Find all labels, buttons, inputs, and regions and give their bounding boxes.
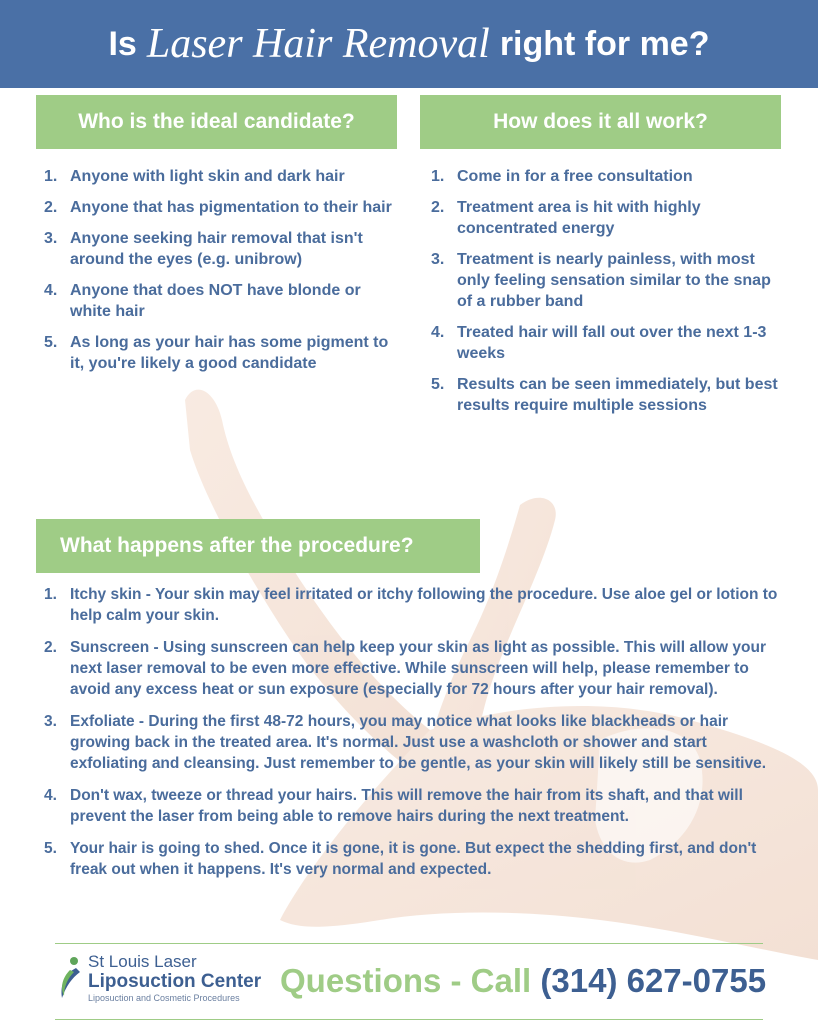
- list-item-text: Anyone that has pigmentation to their hair: [70, 199, 392, 216]
- phone-number[interactable]: (314) 627-0755: [540, 962, 767, 999]
- list-item-number: 2.: [44, 199, 58, 216]
- list-item-text: As long as your hair has some pigment to it, you're likely a good candidate: [70, 334, 389, 372]
- list-item: [44, 711, 780, 774]
- list-item: [44, 637, 780, 700]
- list-item-text: Anyone that does NOT have blonde or white hair: [70, 282, 361, 320]
- candidate-section-title: Who is the ideal candidate?: [36, 95, 397, 149]
- header-title-suffix: right for me?: [499, 24, 710, 63]
- list-item-number: 3.: [44, 713, 57, 730]
- list-item: [431, 374, 781, 416]
- list-item-text: Exfoliate - During the first 48-72 hours, you may notice what looks like blackheads or hair growing back in the treated area. It's normal. Just use a washcloth or shower and start exfoliating and cleansing. Just remember to be gentle, as your skin will likely still be sensitive.: [70, 713, 767, 772]
- list-item-number: 2.: [431, 199, 445, 216]
- list-item: [44, 228, 394, 270]
- list-item-number: 5.: [431, 376, 445, 393]
- list-item-text: Anyone seeking hair removal that isn't around the eyes (e.g. unibrow): [70, 230, 363, 268]
- list-item: [44, 280, 394, 322]
- list-item-text: Treated hair will fall out over the next 1-3 weeks: [457, 324, 767, 362]
- clinic-logo: [56, 952, 271, 1007]
- list-item-number: 2.: [44, 639, 57, 656]
- list-item-number: 1.: [431, 168, 445, 185]
- list-item-number: 4.: [44, 787, 57, 804]
- list-item-text: Don't wax, tweeze or thread your hairs. This will remove the hair from its shaft, and that will prevent the laser from being able to remove hairs during the next treatment.: [70, 787, 743, 825]
- logo-tagline: Liposuction and Cosmetic Procedures: [88, 993, 240, 1003]
- how-section-title: How does it all work?: [420, 95, 781, 149]
- list-item-number: 1.: [44, 586, 57, 603]
- list-item: [431, 249, 781, 312]
- call-to-action: [280, 962, 766, 1000]
- candidate-list: [44, 166, 394, 384]
- logo-line-1: St Louis Laser: [88, 952, 197, 971]
- list-item: [44, 197, 394, 218]
- after-section-title: What happens after the procedure?: [36, 519, 480, 573]
- list-item-text: Come in for a free consultation: [457, 168, 693, 185]
- how-list: [431, 166, 781, 426]
- list-item-number: 5.: [44, 334, 58, 351]
- list-item-number: 4.: [431, 324, 445, 341]
- list-item-number: 4.: [44, 282, 58, 299]
- list-item-text: Treatment is nearly painless, with most only feeling sensation similar to the snap of a rubber band: [457, 251, 771, 310]
- footer-top-divider: [55, 943, 763, 944]
- list-item: [44, 166, 394, 187]
- list-item-number: 3.: [44, 230, 58, 247]
- after-list: [44, 584, 780, 891]
- list-item-text: Anyone with light skin and dark hair: [70, 168, 345, 185]
- list-item: [44, 584, 780, 626]
- footer-bottom-divider: [55, 1019, 763, 1020]
- list-item-number: 3.: [431, 251, 445, 268]
- logo-swoosh-icon: [56, 956, 84, 1000]
- cta-label: Questions - Call: [280, 962, 532, 999]
- list-item-text: Results can be seen immediately, but best results require multiple sessions: [457, 376, 778, 414]
- header-title-prefix: Is: [108, 24, 137, 63]
- header-title-script: Laser Hair Removal: [146, 21, 490, 67]
- list-item: [44, 785, 780, 827]
- page-header: [0, 0, 818, 88]
- list-item: [44, 838, 780, 880]
- list-item: [44, 332, 394, 374]
- list-item-text: Itchy skin - Your skin may feel irritated or itchy following the procedure. Use aloe gel or lotion to help calm your skin.: [70, 586, 778, 624]
- list-item: [431, 322, 781, 364]
- list-item-text: Your hair is going to shed. Once it is gone, it is gone. But expect the shedding first, and don't freak out when it happens. It's very normal and expected.: [70, 840, 757, 878]
- list-item-number: 1.: [44, 168, 58, 185]
- list-item-text: Sunscreen - Using sunscreen can help keep your skin as light as possible. This will allow your next laser removal to be even more effective. While sunscreen will help, please remember to avoid any excess heat or sun exposure (especially for 72 hours after your hair removal).: [70, 639, 766, 698]
- list-item: [431, 166, 781, 187]
- list-item: [431, 197, 781, 239]
- logo-line-2: Liposuction Center: [88, 971, 262, 992]
- list-item-number: 5.: [44, 840, 57, 857]
- list-item-text: Treatment area is hit with highly concentrated energy: [457, 199, 701, 237]
